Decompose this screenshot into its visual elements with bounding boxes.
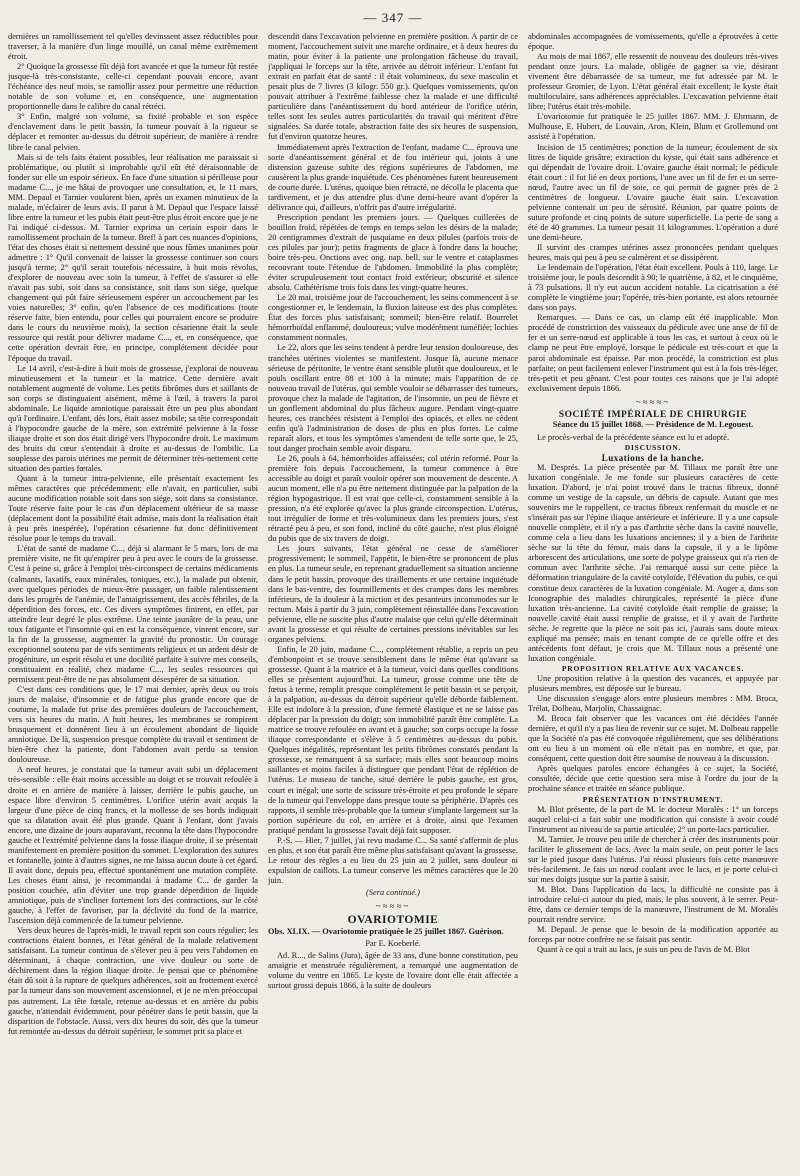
column-3 — [528, 32, 778, 1167]
paragraph: Immédiatement après l'extraction de l'enfant, madame C... éprouva une sorte d'anéantissement général et de fou intérieur qui, joints à une distension gazeuse subite des régions supérieures de l'abdomen, me causèrent la plus grande inquiétude. Ces phénomènes furent heureusement de courte durée. L'utérus, quoique bien rétracté, ne décolla le placenta que tardivement, et je dus attendre plus d'une demi-heure avant d'opérer la délivrance qui, d'ailleurs, n'offrit pas d'autre irrégularité. — [268, 142, 518, 212]
paragraph: Remarques. — Dans ce cas, un clamp eût été inapplicable. Mon procédé de constriction des vaisseaux du pédicule avec une anse de fil de fer et un serre-nœud est applicable à tous les cas, et surtout à ceux où le clamp ne peut être employé, lorsque le pédicule est très-court et que la paroi abdominale est épaisse. Par mon procédé, la constriction est plus parfaite; on peut facilement enlever l'instrument qui est à la fois très-léger, très-petit et peu gênant. C'est pour toutes ces raisons que je l'ai adopté exclusivement depuis 1866. — [528, 313, 778, 393]
paragraph: Ad. R..., de Salins (Jura), âgée de 33 ans, d'une bonne constitution, peu amaigrie et menstruée régulièrement, a remarqué une augmentation de volume du ventre en 1865. Le kyste de l'ovaire dont elle était affectée a surtout grossi depuis 1866, à la suite de douleurs — [268, 951, 518, 991]
paragraph: Il survint des crampes utérines assez prononcées pendant quelques heures, mais qui peu à peu se calmèrent et se dissipèrent. — [528, 242, 778, 263]
society-heading: SOCIÉTÉ IMPÉRIALE DE CHIRURGIE — [558, 409, 748, 420]
paragraph: Après quelques paroles encore échangées à ce sujet, la Société, consultée, décide que cette question sera mise à l'ordre du jour de la prochaine séance et traitée en séance publique. — [528, 764, 778, 794]
paragraph: descendit dans l'excavation pelvienne en première position. A partir de ce moment, l'accouchement suivit une marche ordinaire, et à deux heures du matin, pour éviter à la patiente une prolongation fâcheuse du travail, j'appliquai le forceps sur la tête, arrivée au détroit inférieur. L'enfant fut extrait en parfait état de santé : il était volumineux, du sexe masculin et pesait plus de 7 livres (3 kilogr. 550 gr.). Quelques vomissements, qu'on pouvait attribuer à l'extrême faiblesse chez la malade et une difficulté particulière dans l'anéantissement du bord antérieur de l'orifice utérin, telles sont les seules autres particularités du travail qui méritent d'être signalées. Sa durée totale, abstraction faite des six heures de suspension, fut d'environ quatorze heures. — [268, 32, 518, 142]
paragraph: L'état de santé de madame C..., déjà si alarmant le 5 mars, lors de ma première visite, ne fit qu'empirer peu à peu avec le cours de la grossesse. C'est à peine si, grâce à l'emploi très-circonspect de certains médicaments (calmants, laxatifs, eaux minérales, toniques, etc.), la malade put obtenir, avec quelques périodes de mieux-être passager, un faible ralentissement dans les progrès de l'anémie, de l'amaigrissement, des accès fébriles, de la déperdition des forces, etc. Ces divers symptômes finirent, en effet, par atteindre leur degré le plus extrême. Une teinte jaunâtre de la peau, une toux fatigante et l'insomnie qui en est la conséquence, vinrent encore, sur la fin de la grossesse, augmenter la gravité du pronostic. Un courage exceptionnel soutenu par de vifs sentiments religieux et un ardent désir de progéniture, un esprit résolu et une docilité parfaite à suivre mes conseils, constituaient en réalité, chez madame C..., les seules ressources qui permissent peut-être de ne pas absolument désespérer de sa situation. — [8, 544, 258, 684]
paragraph: A neuf heures, je constatai que la tumeur avait subi un déplacement très-sensible : elle était moins accessible au doigt et se trouvait refoulée à droite et en arrière de manière à laisser, derrière le pubis gauche, un espace libre d'environ 5 centimètres. L'orifice utérin avait acquis la largeur d'une pièce de cinq francs, et la mollesse de ses bords indiquait que sa dilatation avait été plus grande. Quant à l'enfant, dont j'avais encore, une dizaine de jours auparavant, reconnu la tête dans l'hypocondre gauche et l'extrémité pelvienne dans la fosse iliaque droite, il se présentait manifestement en première position du sommet. L'exploration des sutures et fontanelle, jointe à d'autres signes, ne me laissa aucun doute à cet égard. Il avait donc, depuis peu, effectué spontanément une mutation complète. Les choses étant ainsi, je recommandai à madame C... de garder la position couchée, afin d'éviter une trop grande déperdition de liquide amniotique, puis de s'incliner fortement lors des contractions, sur le côté gauche, à l'effet de favoriser, par la déclivité du fond de la matrice, l'ascension déjà commencée de la tumeur pelvienne. — [8, 765, 258, 926]
proposition-label: PROPOSITION RELATIVE AUX VACANCES. — [561, 663, 745, 673]
section-ornament: ~≈≈≈~ — [635, 396, 671, 407]
paragraph: 3° Enfin, malgré son volume, sa fixité probable et son espèce d'enclavement dans le petit bassin, la tumeur pouvait à la rigueur se déplacer et remonter au-dessus du détroit supérieur, de manière à rendre libre le canal pelvien. — [8, 112, 258, 152]
paragraph: Une proposition relative à la question des vacances, et appuyée par plusieurs membres, est déposée sur le bureau. — [528, 673, 778, 693]
page-number: — 347 — — [363, 10, 423, 25]
paragraph: P.-S. — Hier, 7 juillet, j'ai revu madame C... Sa santé s'affermit de plus en plus, et son état paraît être même plus satisfaisant qu'avant la grossesse. Le retour des règles a eu lieu du 25 juin au 2 juillet, sans douleur ni expulsion de caillots. La tumeur conserve les mêmes caractères que le 20 juin. — [268, 835, 518, 885]
paragraph: abdominales accompagnées de vomissements, qu'elle a éprouvées à cette époque. — [528, 32, 778, 52]
seance-line: Séance du 15 juillet 1868. — Présidence de M. Legouest. — [552, 419, 754, 429]
paragraph: Vers deux heures de l'après-midi, le travail reprit son cours régulier; les contractions étaient bonnes, et l'état général de la malade relativement satisfaisant. La tumeur continua de s'élever peu à peu vers l'abdomen en déterminant, à chaque contraction, une vive douleur ou sorte de déchirement dans la région iliaque droite. Je pensai que ce phénomène était dû soit à la rupture de quelques adhérences, soit au frottement exercé par la tumeur dans son mouvement ascensionnel, et je ne m'en préoccupai pas autrement. La tête fœtale, retenue au-dessus et en arrière du pubis gauche, n'attendait évidemment, pour pénétrer dans le petit bassin, que la disparition de l'obstacle. Aussi, vers dix heures du soir, dès que la tumeur fut remontée au-dessus du détroit supérieur, le sommet prit sa place et — [8, 926, 258, 1036]
paragraph: Une discussion s'engage alors entre plusieurs membres : MM. Broca, Trélat, Dolbeau, Marjolin, Chassaignac. — [528, 694, 778, 714]
to-be-continued: (Sera continué.) — [366, 887, 420, 897]
discussion-label: DISCUSSION. — [624, 442, 682, 452]
paragraph: Le 20 mai, troisième jour de l'accouchement, les seins commencent à se congestionner et, le lendemain, la fluxion laiteuse est des plus complètes. État des forces plus satisfaisant; sommeil; bien-être relatif. Bourrelet hémorrhoïdal enflammé, douloureux; vulve modérément tuméfiée; lochies constamment normales. — [268, 293, 518, 343]
column-1 — [8, 32, 258, 1167]
section-ornament: ~≈≈≈~ — [375, 901, 411, 912]
presentation-label: PRÉSENTATION D'INSTRUMENT. — [582, 794, 724, 804]
paragraph: Incision de 15 centimètres; ponction de la tumeur; écoulement de six litres de liquide grisâtre; extraction du kyste, qui était sans adhérence et qui dépendait de l'ovaire droit. L'ovaire gauche était normal; le pédicule était court : il fut lié en deux portions, l'une avec un fil de fer et un serre-nœud, l'autre avec un fil de soie, ce qui permit de gagner près de 2 centimètres de longueur. L'ovaire gauche était sain. L'excavation pelvienne contenait un peu de sérosité. Réunion, par quatre points de suture profonde et cinq points de suture superficielle. La perte de sang a été de 40 grammes. La tumeur pesait 11 kilogrammes. L'opération a duré une demi-heure. — [528, 142, 778, 242]
paragraph: Le lendemain de l'opération, l'état était excellent. Pouls à 110, large. Le troisième jour, le pouls descendit à 90; le quatrième, à 82, et le cinquième, à 73 pulsations. Il n'y eut aucun accident notable. La cicatrisation a été complète le vingtième jour; l'opérée, très-bien portante, est alors retournée dans son pays. — [528, 263, 778, 313]
paragraph: M. Depaul. Je pense que le besoin de la modification apportée au forceps par notre confrère ne se faisait pas sentir. — [528, 925, 778, 945]
paragraph: Quant à ce qui a trait au lacs, je suis un peu de l'avis de M. Blot — [537, 945, 750, 955]
column-2 — [268, 32, 518, 1167]
paragraph: Le 14 avril, c'est-à-dire à huit mois de grossesse, j'explorai de nouveau minutieusement et la tumeur et la matrice. Cette dernière avait notablement augmenté de volume. Les petits fibrômes durs et saillants de son corps se distinguaient aisément, même à l'œil, à travers la paroi abdominale. Le liquide amniotique paraissait être un peu plus abondant qu'à l'ordinaire. L'enfant, dès lors, était assez mobile; sa tête correspondait à l'hypocondre gauche de la mère, son extrémité pelvienne à la fosse iliaque droite et son dos était dirigé vers l'hypocondre droit. Le maximum des bruits du cœur s'entendait à droite et au-dessus de l'ombilic. La souplesse des parois utérines me permit de déterminer très-nettement cette situation des parties fœtales. — [8, 363, 258, 474]
paragraph: Le 26, pouls à 64, hémorrhoïdes affaissées; col utérin reformé. Pour la première fois depuis l'accouchement, la tumeur commence à être accessible au doigt et paraît vouloir opérer son mouvement de descente. A aucun moment, elle n'a pu être nettement distinguée par la palpation de la région hypogastrique. Il est vrai que celle-ci, constamment sensible à la pression, n'a été explorée qu'avec la plus grande circonspection. L'utérus, tout irrégulier de forme et très-volumineux dans les premiers jours, s'est rétracté peu à peu, et son fond, incliné du côté gauche, n'est plus éloigné du pubis que de six travers de doigt. — [268, 453, 518, 544]
paragraph: C'est dans ces conditions que, le 17 mai dernier, après deux ou trois jours de malaise, d'insomnie et de fatigue plus grande encore que de coutume, la malade fut prise des premières douleurs de l'accouchement, vers six heures du matin. A huit heures, les membranes se rompirent brusquement et donnèrent lieu à un écoulement abondant de liquide amniotique. De là, suspension presque complète du travail et sentiment de bien-être chez la patiente, dont l'abdomen avait perdu sa tension douloureuse. — [8, 685, 258, 765]
paragraph: Enfin, le 20 juin, madame C..., complétement rétablie, a repris un peu d'embonpoint et se trouve sensiblement dans le même état qu'avant sa grossesse. Quant à la matrice et à la tumeur, voici dans quelles conditions elles se présentent aujourd'hui. La tumeur, grosse comme une tête de fœtus à terme, remplit presque complétement le petit bassin et se perçoit, à la palpation, au-dessus du détroit supérieur qu'elle déborde faiblement. Elle est indolore à la pression, d'une fermeté élastique et ne se laisse pas déplacer par la pression du doigt; son immobilité paraît être complète. La matrice se trouve refoulée en avant et à gauche; son corps occupe la fosse iliaque correspondante et s'élève à 5 centimètres au-dessus du pubis. Quelques inégalités, représentant les petits fibrômes constatés pendant la grossesse, se remarquent à sa surface; mais elles sont beaucoup moins saillantes et moins faciles à distinguer que pendant l'état de réplétion de l'utérus. Le museau de tanche, situé derrière le pubis gauche, est gros, court et inégal; une sorte de scissure très-étroite et peu profonde le sépare de la tumeur qui l'enveloppe dans presque toute sa périphérie. D'après ces rapports, il semble très-probable que la tumeur s'implante largement sur la portion supérieure du col, en arrière et à droite, ainsi que l'examen pratiqué pendant la grossesse l'avait déjà fait supposer. — [268, 644, 518, 835]
observation-author: Par E. Koeberlé. — [365, 939, 421, 949]
luxation-title: Luxations de la hanche. — [601, 452, 705, 463]
paragraph: Les jours suivants, l'état général ne cesse de s'améliorer progressivement; le sommeil, l'appétit, le bien-être se prononcent de plus en plus. La tumeur seule, en reprenant graduellement sa situation ancienne dans le petit bassin, provoque des tiraillements et une certaine inquiétude dans le bas-ventre, des fourmillements et des crampes dans les membres inférieurs, de la douleur à la miction et des pesanteurs incommodes sur le rectum. Mais à partir du 3 juin, complètement réinstallée dans l'excavation pelvienne, elle ne suscite plus d'autre malaise que celui qu'elle déterminait avant la grossesse et qui résulte de certaines pressions inévitables sur les organes pelviens. — [268, 544, 518, 644]
paragraph: M. Blot présente, de la part de M. le docteur Moralès : 1° un forceps auquel celui-ci a fait subir une modification qui consiste à avoir coudé l'instrument au niveau de sa partie articulée; 2° un porte-lacs particulier. — [528, 804, 778, 834]
paragraph: Le 22, alors que les seins tendent à perdre leur tension douloureuse, des tranchées utérines violentes se manifestent. Jusque là, aucune menace sérieuse de péritonite, le ventre étant sensible plutôt que douloureux, et le pouls oscillant entre 88 et 100 à la minute; mais l'apparition de ce nouveau travail de l'utérus, qui semble vouloir se débarrasser des tumeurs, provoque chez la malade de l'agitation, de l'insomnie, un peu de fièvre et un gonflement abdominal du plus fâcheux augure. Pendant vingt-quatre heures, ces tranchées résistent à l'emploi des opiacés, et elles ne cèdent enfin qu'à l'administration de doses de plus en plus fortes. Le calme reparaît alors, et tous les symptômes s'amendent de telle sorte que, le 25, tout danger prochain semble avoir disparu. — [268, 343, 518, 453]
section-title: OVARIOTOMIE — [347, 914, 439, 927]
paragraph: Mais si de tels faits étaient possibles, leur réalisation me paraissait si problématique, ou plutôt si improbable qu'il eût été déraisonnable de fonder sur elle un espoir sérieux. En face d'une situation si périlleuse pour madame C..., je me hâtai de provoquer une consultation, et, le 11 mars, MM. Depaul et Tarnier voulurent bien, après un examen minutieux de la malade, m'éclairer de leurs avis. Il parut à M. Depaul que l'espace laissé libre entre la tumeur et les pubis était peut-être plus étroit encore que je ne l'ai indiqué ci-dessus. M. Tarnier exprima un certain espoir dans le ramollissement prochain de la tumeur. Bref! à part ces nuances d'opinions, l'état des choses était si nettement dessiné que nous fûmes unanimes pour admettre : 1° Qu'il convenait de laisser la grossesse continuer son cours jusqu'à terme; 2° qu'il serait toutefois nécessaire, à huit mois révolus, d'explorer de nouveau avec soin la tumeur, à l'effet de s'assurer si elle n'avait pas subi, soit dans sa consistance, soit dans son siége, quelque changement qui pût faire sérieusement espérer un accouchement par les voies naturelles; 3° enfin, qu'en l'absence de ces modifications (toute réserve faite, bien entendu, pour celles qui pourraient encore se produire dans le cours du neuvième mois), la section césarienne était la seule ressource qui restât pour délivrer madame C..., et, en conséquence, que cette opération devrait être, en principe, complétement décidée pour l'époque du travail. — [8, 152, 258, 363]
paragraph: Le procès-verbal de la précédente séance est lu et adopté. — [537, 432, 730, 442]
paragraph: Au mois de mai 1867, elle ressentit de nouveau des douleurs très-vives pendant onze jours. La malade, obligée de gagner sa vie, désirant vivement être débarrassée de sa tumeur, me fut adressée par M. le professeur Gromier, de Lyon. L'état général était excellent; le kyste était multiloculaire, sans adhérences appréciables. L'excavation pelvienne était libre; l'utérus était très-mobile. — [528, 52, 778, 112]
paragraph: Prescription pendant les premiers jours. — Quelques cuillerées de bouillon froid, répétées de temps en temps selon les désirs de la malade; 20 centigrammes d'extrait de jusquiame en deux pilules (parfois trois de ces pilules par jour); petits fragments de glace à fondre dans la bouche; boire très-peu. Onctions avec ong. nap. bell. sur le ventre et cataplasmes recouvrant toute l'étendue de l'abdomen. Immobilité la plus complète; éviter scrupuleusement tout contact froid extérieur; obscurité et silence absolu. Cathétérisme trois fois dans les vingt-quatre heures. — [268, 212, 518, 293]
columns — [8, 32, 778, 1167]
paragraph: M. Tarnier. Je trouve peu utile de chercher à créer des instruments pour faciliter le glissement de lacs. Avec la main seule, on peut porter le lacs sur le pied jusque dans l'utérus. J'ai réussi plusieurs fois cette manœuvre très-facilement. Je fais un nœud coulant avec le lacs, et je porte celui-ci sur mes doigts jusque sur la partie à saisir. — [528, 834, 778, 884]
paragraph: L'ovariotomie fut pratiquée le 25 juillet 1867. MM. J. Ehrmann, de Mulhouse, E. Hubert, de Louvain, Aron, Klein, Blum et Grollemund ont assisté à l'opération. — [528, 112, 778, 142]
observation-title: Obs. XLIX. — Ovariotomie pratiquée le 25 juillet 1867. Guérison. — [268, 927, 504, 937]
paragraph: M. Broca fait observer que les vacances ont été décidées l'année dernière, et qu'il n'y a pas lieu de revenir sur ce sujet. M. Dolbeau rappelle que la Société n'a pas été convoquée régulièrement, que ses délibérations ont eu lieu à un moment où elle n'était pas en nombre, et que, par conséquent, cette question doit être soumise de nouveau à la discussion. — [528, 714, 778, 764]
paragraph: Quant à la tumeur intra-pelvienne, elle présentait exactement les mêmes caractères que précédemment; elle n'avait, en particulier, subi aucune modification notable soit dans son siége, soit dans sa consistance. Toute réserve faite pour le cas d'un déplacement ultérieur de sa masse (déplacement dont la possibilité était admise, mais dont la réalisation était à peu près inespérée), l'opération césarienne fut donc définitivement résolue pour le temps du travail. — [8, 474, 258, 544]
paragraph: M. Després. La pièce présentée par M. Tillaux me paraît être une luxation congéniale. Je me fonde sur plusieurs caractères de cette luxation. D'abord, je n'ai point trouvé dans le tractus fibreux, donné comme un vestige de la capsule, un débris de capsule. Autant que mes souvenirs me le rappellent, ce tractus fibreux renfermait du muscle et ne s'insérait pas sur l'épine iliaque antérieure et inférieure. Il y a une capsule nouvelle complète, et il n'y a pas d'arthrite sèche dans la cavité nouvelle, comme cela a lieu dans les luxations anciennes; il y a bien de l'arthrite sèche sur la tête du fémur, mais dans la capsule, il y a le lipôme arborescent des articulations, une sorte de polype graisseux qui n'a rien de commun avec l'arthrite sèche. J'ai remarqué aussi sur cette pièce la déformation triangulaire de la cavité cotyloïde, l'élévation du pubis, ce qui constitue deux caractères de la luxation congéniale. M. Auger a, dans son Iconographie des maladies chirurgicales, représenté la pièce d'une luxation très-ancienne. La cavité cotyloïde était remplie de graisse; la nouvelle cavité était aussi remplie de graisse, et il y avait de l'arthrite sèche. Je regrette que la pièce ne soit pas ici, j'aurais sans doute mieux expliqué ma pensée; mais en tenant compte de ce qu'elle offre et des antécédents font défaut, je crois que M. Tillaux nous a présenté une luxation congéniale. — [528, 462, 778, 663]
paragraph: dernières un ramollissement tel qu'elles devinssent assez réductibles pour traverser, à la manière d'un linge mouillé, un canal même extrêmement étroit. — [8, 32, 258, 62]
paragraph: M. Blot. Dans l'application du lacs, la difficulté ne consiste pas à introduire celui-ci autour du pied, mais, le plus souvent, à le serrer. Peut-être, dans ce dernier temps de la manœuvre, l'instrument de M. Moralès pourrait rendre service. — [528, 884, 778, 925]
paragraph: 2° Quoique la grossesse fût déjà fort avancée et que la tumeur fût restée jusque-là très-consistante, celle-ci cependant pouvait encore, avant l'échéance des neuf mois, se ramollir assez pour permettre une réduction notable de son volume et, en conséquence, une augmentation proportionnelle dans le calibre du canal rétréci. — [8, 62, 258, 112]
